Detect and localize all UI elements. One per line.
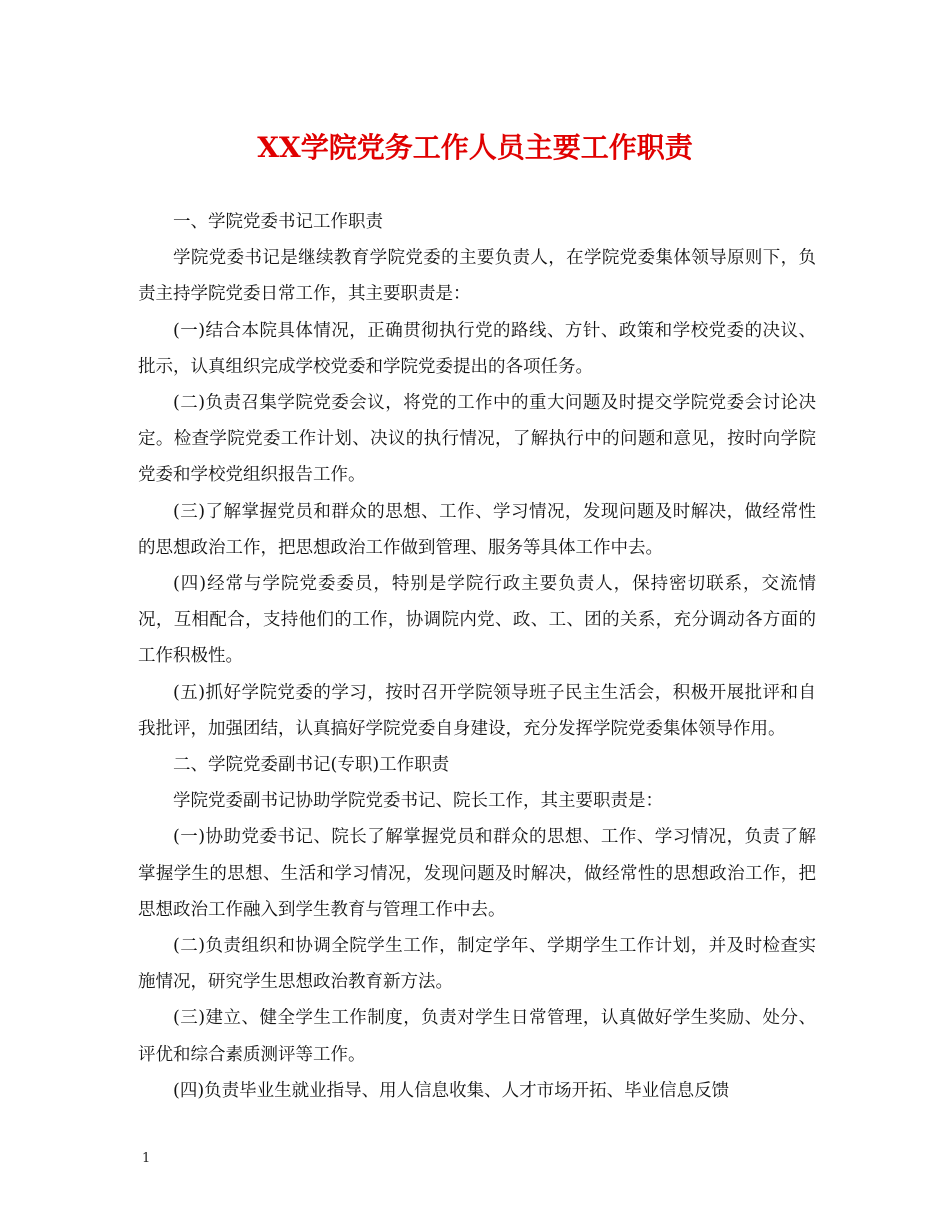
paragraph: (四)负责毕业生就业指导、用人信息收集、人才市场开拓、毕业信息反馈 (173, 1080, 730, 1101)
paragraph: (一)结合本院具体情况，正确贯彻执行党的路线、方针、政策和学校党委的决议、批示，认真组织完成学校党委和学院党委提出的各项任务。 (138, 320, 816, 377)
section-heading-1: 一、学院党委书记工作职责 (173, 212, 383, 232)
paragraph: (五)抓好学院党委的学习，按时召开学院领导班子民主生活会，积极开展批评和自我批评，加强团结，认真搞好学院党委自身建设，充分发挥学院党委集体领导作用。 (138, 682, 816, 739)
paragraph: 学院党委副书记协助学院党委书记、院长工作，其主要职责是： (173, 791, 663, 812)
section-heading-2: 二、学院党委副书记(专职)工作职责 (173, 755, 450, 776)
paragraph: (二)负责召集学院党委会议，将党的工作中的重大问题及时提交学院党委会讨论决定。检查学院党委工作计划、决议的执行情况，了解执行中的问题和意见，按时向学院党委和学校党组织报告工作。 (138, 393, 816, 486)
paragraph: (三)建立、健全学生工作制度，负责对学生日常管理，认真做好学生奖励、处分、评优和综合素质测评等工作。 (138, 1008, 816, 1065)
document-title: XX学院党务工作人员主要工作职责 (257, 131, 693, 164)
page-number: 1 (142, 1151, 151, 1166)
paragraph: (一)协助党委书记、院长了解掌握党员和群众的思想、工作、学习情况，负责了解掌握学生的思想、生活和学习情况，发现问题及时解决，做经常性的思想政治工作，把思想政治工作融入到学生教育与管理工作中去。 (138, 827, 816, 920)
paragraph: (三)了解掌握党员和群众的思想、工作、学习情况，发现问题及时解决，做经常性的思想政治工作，把思想政治工作做到管理、服务等具体工作中去。 (138, 501, 816, 558)
paragraph: 学院党委书记是继续教育学院党委的主要负责人，在学院党委集体领导原则下，负责主持学院党委日常工作，其主要职责是： (138, 248, 816, 305)
paragraph: (四)经常与学院党委委员，特别是学院行政主要负责人，保持密切联系，交流情况，互相配合，支持他们的工作，协调院内党、政、工、团的关系，充分调动各方面的工作积极性。 (138, 574, 816, 667)
paragraph: (二)负责组织和协调全院学生工作，制定学年、学期学生工作计划，并及时检查实施情况，研究学生思想政治教育新方法。 (138, 936, 816, 993)
document-body (138, 204, 816, 1109)
